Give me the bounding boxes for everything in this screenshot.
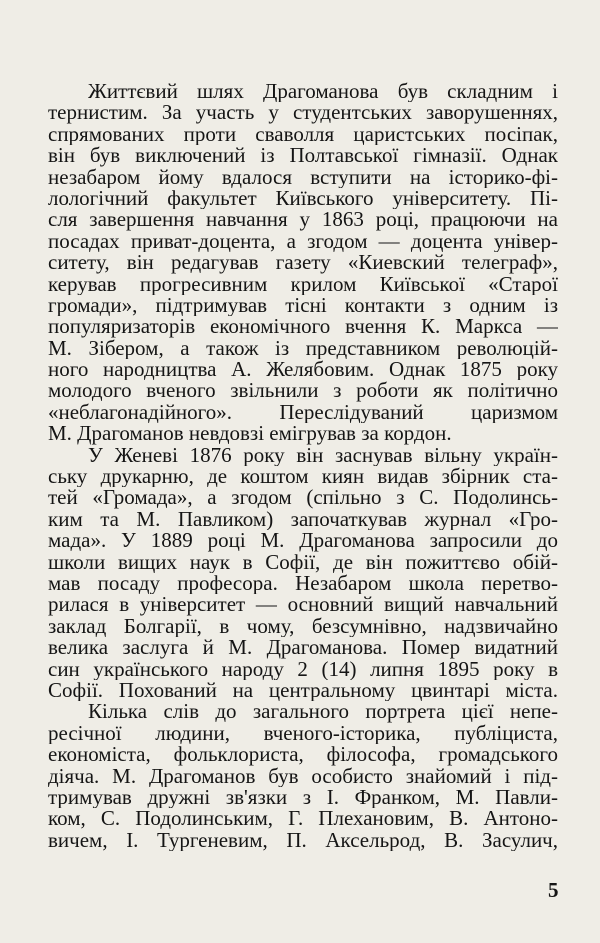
text-line: ким та М. Павликом) започаткував журнал «Гро- [48, 508, 558, 531]
text-line: син українського народу 2 (14) липня 1895 року в [48, 658, 558, 680]
text-line: економіста, фольклориста, філософа, громадського [48, 744, 558, 766]
text-line: М. Зібером, а також із представником революцій- [48, 337, 558, 360]
text-line: школи вищих наук в Софії, де він пожиттєво обій- [48, 551, 558, 573]
text-line: ресічної людини, вченого-історика, публіциста, [48, 722, 558, 745]
text-line: він був виключений із Полтавської гімназії. Однак [48, 145, 558, 167]
page-number: 5 [548, 878, 559, 902]
text-line: сля завершення навчання у 1863 році, працюючи на [48, 209, 558, 231]
text-line: заклад Болгарії, в чому, безсумнівно, надзвичайно [48, 615, 558, 638]
text-line: популяризаторів економічного вчення К. Маркса — [48, 316, 558, 338]
text-line: мав посаду професора. Незабаром школа перетво- [48, 572, 558, 595]
text-line: У Женеві 1876 року він заснував вільну україн- [88, 444, 558, 467]
text-line: Кілька слів до загального портрета цієї непе- [88, 701, 558, 723]
text-line: спрямованих проти сваволля царистських посіпак, [48, 123, 558, 146]
text-line: велика заслуга й М. Драгоманова. Помер видатний [48, 637, 558, 659]
text-line: посадах приват-доцента, а згодом — доцента універ- [48, 230, 558, 253]
text-line: рилася в університет — основний вищий навчальний [48, 594, 558, 616]
text-line: незабаром йому вдалося вступити на історико-фі- [48, 166, 558, 188]
text-line: Софії. Похований на центральному цвинтарі міста. [48, 679, 558, 702]
text-line: тей «Громада», а згодом (спільно з С. Подолинсь- [48, 487, 558, 509]
text-line: М. Драгоманов невдовзі емігрував за кордон. [48, 423, 452, 445]
text-line: тернистим. За участь у студентських заворушеннях, [48, 102, 558, 124]
text-line: мада». У 1889 році М. Драгоманова запросили до [48, 530, 558, 552]
text-line: тримував дружні зв'язки з І. Франком, М. Павли- [48, 786, 558, 809]
text-line: «неблагонадійного». Переслідуваний царизмом [48, 401, 558, 424]
text-line: лологічний факультет Київського університету. Пі- [48, 187, 558, 210]
text-line: Життєвий шлях Драгоманова був складним і [88, 81, 558, 103]
body-text [48, 81, 558, 851]
text-line: вичем, І. Тургеневим, П. Аксельрод, В. Засулич, [48, 829, 558, 852]
text-line: керував прогресивним крилом Київської «Старої [48, 273, 558, 295]
text-line: ську друкарню, де коштом киян видав збірник ста- [48, 466, 558, 488]
text-line: діяча. М. Драгоманов був особисто знайомий і під- [48, 765, 558, 787]
text-line: ситету, він редагував газету «Киевский телеграф», [48, 252, 558, 274]
text-line: ного народництва А. Желябовим. Однак 1875 року [48, 359, 558, 381]
text-line: громади», підтримував тісні контакти з одним із [48, 294, 558, 317]
text-line: ком, С. Подолинським, Г. Плехановим, В. Антоно- [48, 808, 558, 830]
text-line: молодого вченого звільнили з роботи як політично [48, 380, 558, 402]
